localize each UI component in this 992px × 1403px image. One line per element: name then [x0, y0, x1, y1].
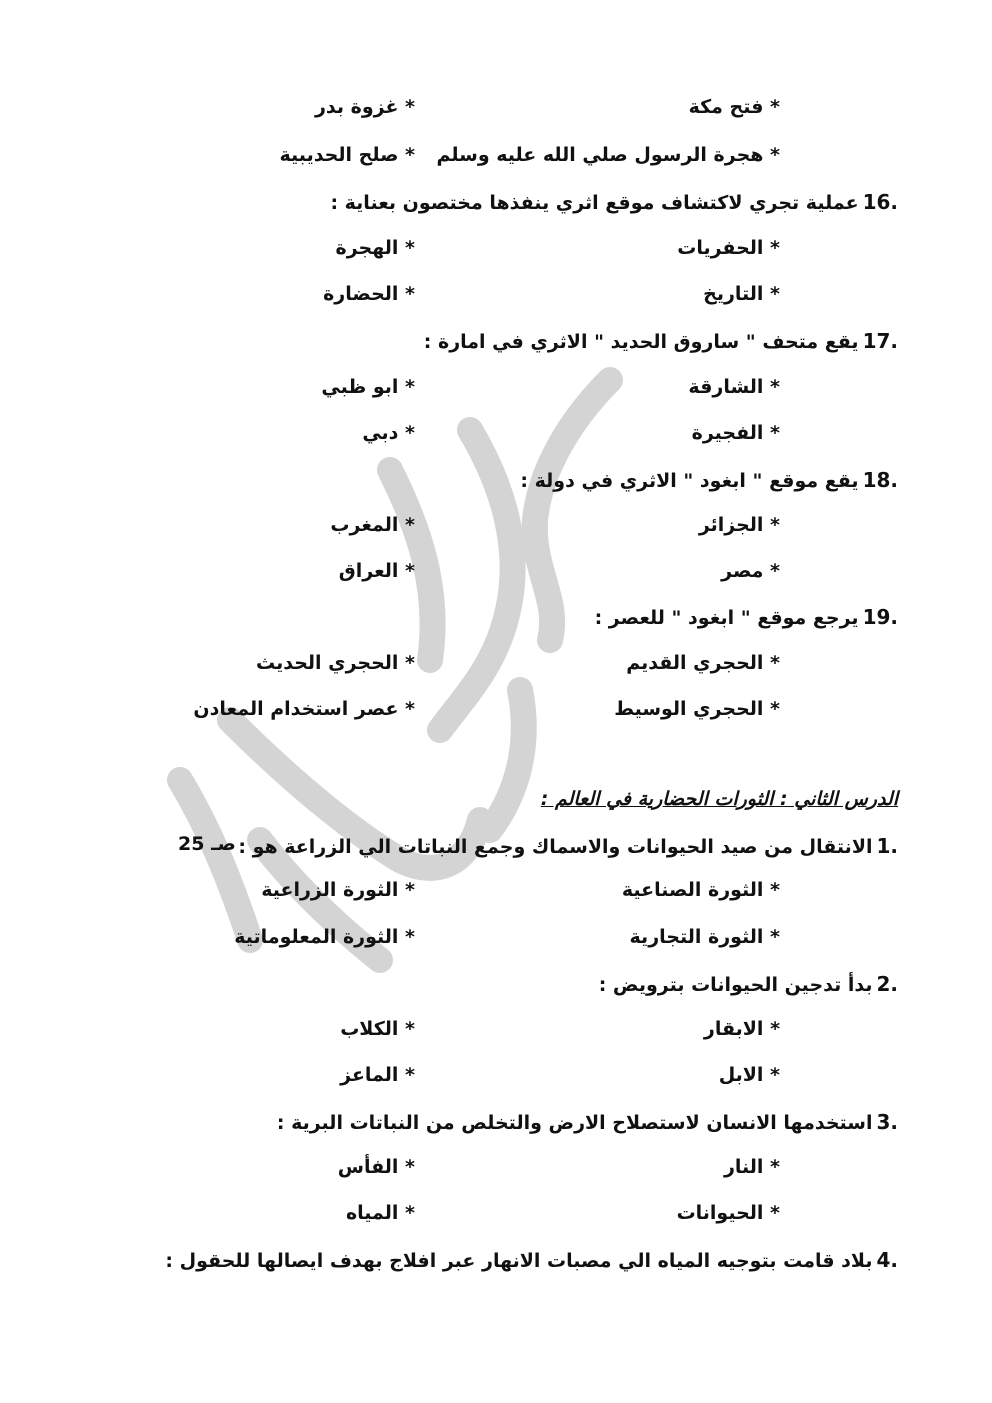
option: * الهجرة: [335, 237, 415, 259]
question-number: 16.: [862, 190, 898, 214]
option-hijra: * هجرة الرسول صلي الله عليه وسلم: [436, 144, 780, 166]
option: * عصر استخدام المعادن: [193, 698, 415, 720]
option: * المياه: [345, 1202, 415, 1224]
question-text: بلاد قامت بتوجيه المياه الي مصبات الانهار عبر افلاج بهدف ايصالها للحقول :: [165, 1250, 873, 1272]
option: * الثورة الزراعية: [261, 879, 415, 901]
option: * الفأس: [337, 1156, 415, 1178]
question-text: الانتقال من صيد الحيوانات والاسماك وجمع النباتات الي الزراعة هو :: [238, 836, 873, 858]
option: * الشارقة: [688, 376, 780, 398]
option: * التاريخ: [703, 283, 780, 305]
option: * النار: [723, 1156, 780, 1178]
option: * المغرب: [330, 514, 415, 536]
lesson2-question-2: [599, 971, 898, 998]
option: * الجزائر: [698, 514, 780, 536]
question-17: [424, 328, 898, 355]
option: * الفجيرة: [691, 422, 780, 444]
option: * الحجري القديم: [626, 652, 780, 674]
option: * العراق: [338, 560, 415, 582]
option: * الابقار: [703, 1018, 780, 1040]
question-text: يرجع موقع " ابغود " للعصر :: [594, 607, 859, 629]
option: * الثورة المعلوماتية: [234, 926, 415, 948]
option: * ابو ظبي: [321, 376, 415, 398]
question-number: 4.: [876, 1248, 898, 1272]
question-number: 18.: [862, 468, 898, 492]
lesson-2-title: الدرس الثاني : الثورات الحضارية في العالم :: [540, 788, 898, 810]
question-number: 17.: [862, 329, 898, 353]
question-number: 2.: [876, 972, 898, 996]
question-text: بدأ تدجين الحيوانات بترويض :: [598, 974, 873, 996]
option: * الكلاب: [340, 1018, 415, 1040]
option: * الحضارة: [323, 283, 415, 305]
option: * الماعز: [340, 1064, 415, 1086]
option: * الثورة الصناعية: [621, 879, 780, 901]
question-19: [595, 604, 898, 631]
lesson2-question-1: [238, 833, 898, 860]
option: * مصر: [721, 560, 780, 582]
question-number: 19.: [862, 605, 898, 629]
option: * الحفريات: [677, 237, 780, 259]
question-text: يقع متحف " ساروق الحديد " الاثري في امارة :: [423, 331, 859, 353]
option: * الحيوانات: [676, 1202, 780, 1224]
question-number: 1.: [876, 834, 898, 858]
option-hudaybiyyah: * صلح الحديبية: [279, 144, 415, 166]
question-text: يقع موقع " ابغود " الاثري في دولة :: [520, 470, 859, 492]
question-text: استخدمها الانسان لاستصلاح الارض والتخلص من النباتات البرية :: [276, 1112, 873, 1134]
option: * الابل: [718, 1064, 780, 1086]
question-text: عملية تجري لاكتشاف موقع اثري ينفذها مختصون بعناية :: [330, 192, 859, 214]
page-reference: صـ 25: [178, 833, 236, 855]
option: * الحجري الحديث: [256, 652, 415, 674]
question-16: [330, 189, 898, 216]
option-conquest-of-mecca: * فتح مكة: [688, 96, 780, 118]
lesson2-question-4: [165, 1247, 898, 1274]
question-18: [520, 467, 898, 494]
option: * الحجري الوسيط: [614, 698, 780, 720]
lesson2-question-3: [277, 1109, 898, 1136]
option-battle-of-badr: * غزوة بدر: [314, 96, 415, 118]
question-number: 3.: [876, 1110, 898, 1134]
option: * دبي: [362, 422, 415, 444]
option: * الثورة التجارية: [629, 926, 780, 948]
